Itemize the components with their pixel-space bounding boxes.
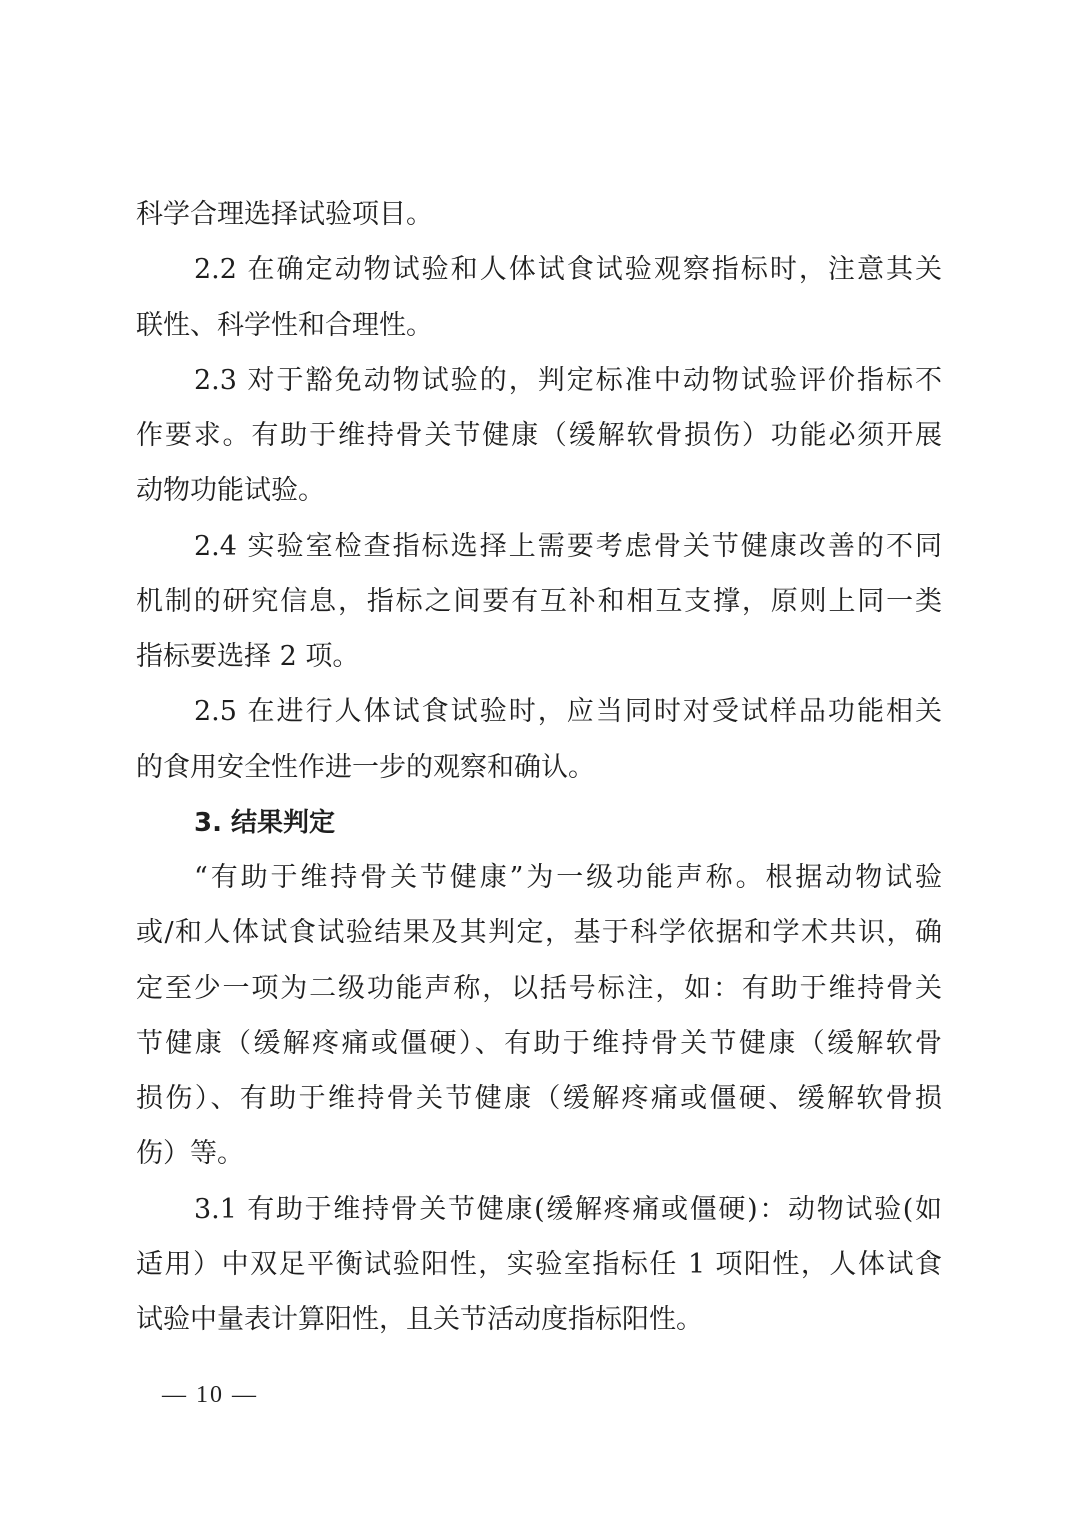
section-2-3-line: 2.3 对于豁免动物试验的，判定标准中动物试验评价指标不 (194, 364, 942, 396)
section-2-5-line: 2.5 在进行人体试食试验时，应当同时对受试样品功能相关 (194, 696, 942, 728)
page-number: — 10 — (162, 1382, 258, 1408)
section-3-1-line: 3.1 有助于维持骨关节健康(缓解疼痛或僵硬)：动物试验(如 (194, 1193, 942, 1225)
text-line: 试验中量表计算阳性，且关节活动度指标阳性。 (136, 1304, 703, 1335)
text-line: 动物功能试验。 (136, 475, 325, 507)
text-line: 指标要选择 2 项。 (136, 641, 360, 672)
text-line: 机制的研究信息，指标之间要有互补和相互支撑，原则上同一类 (136, 585, 942, 617)
section-3-intro-line: “有助于维持骨关节健康”为一级功能声称。根据动物试验 (194, 862, 942, 893)
text-line: 损伤）、有助于维持骨关节健康（缓解疼痛或僵硬、缓解软骨损 (136, 1083, 942, 1114)
text-line: 联性、科学性和合理性。 (136, 309, 433, 341)
text-line: 的食用安全性作进一步的观察和确认。 (136, 751, 595, 783)
text-line: 定至少一项为二级功能声称，以括号标注，如：有助于维持骨关 (136, 972, 942, 1004)
section-2-2-line: 2.2 在确定动物试验和人体试食试验观察指标时，注意其关 (194, 254, 942, 286)
text-line: 伤）等。 (136, 1138, 244, 1170)
text-line: 节健康（缓解疼痛或僵硬）、有助于维持骨关节健康（缓解软骨 (136, 1027, 942, 1059)
document-page (136, 193, 942, 1353)
section-3-heading: 3. 结果判定 (194, 807, 336, 838)
text-line: 科学合理选择试验项目。 (136, 199, 433, 230)
text-line: 作要求。有助于维持骨关节健康（缓解软骨损伤）功能必须开展 (136, 420, 942, 451)
text-line: 或/和人体试食试验结果及其判定，基于科学依据和学术共识，确 (136, 917, 942, 949)
text-line: 适用）中双足平衡试验阳性，实验室指标任 1 项阳性，人体试食 (136, 1248, 942, 1280)
section-2-4-line: 2.4 实验室检查指标选择上需要考虑骨关节健康改善的不同 (194, 530, 942, 562)
